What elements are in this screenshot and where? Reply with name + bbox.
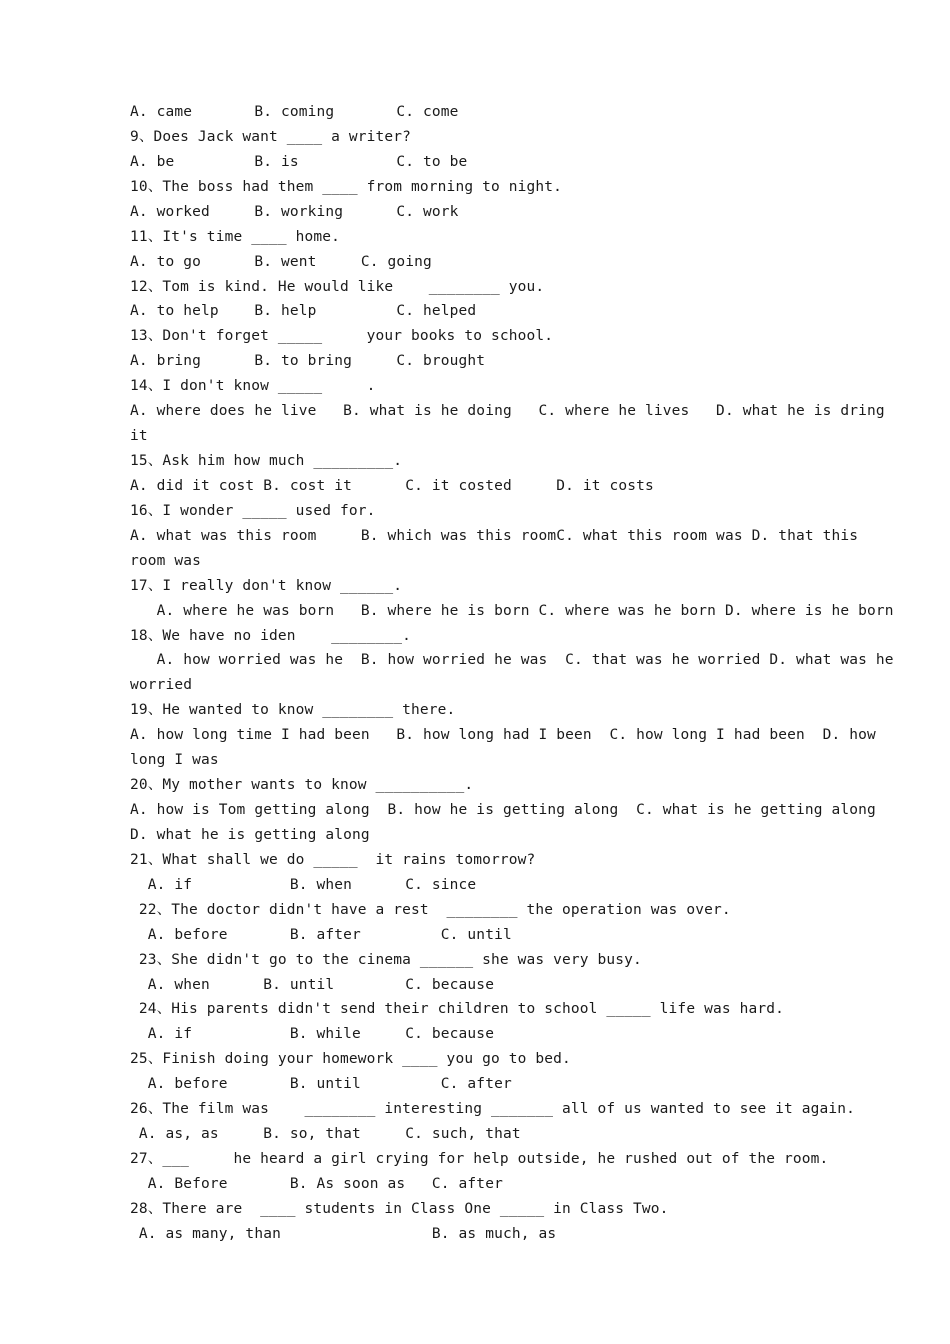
text-line: A. to help B. help C. helped xyxy=(130,303,477,320)
text-line: 15、Ask him how much _________. xyxy=(130,453,403,470)
text-line: 14、I don't know _____ . xyxy=(130,378,376,395)
text-line: D. what he is getting along xyxy=(130,826,370,843)
text-line: A. came B. coming C. come xyxy=(130,104,459,120)
text-line: long I was xyxy=(130,752,219,769)
text-line: room was xyxy=(130,552,202,569)
text-line: A. where he was born B. where he is born C. where was he born D. where is he born xyxy=(130,602,894,619)
text-line: 9、Does Jack want ____ a writer? xyxy=(130,128,412,145)
text-line: A. worked B. working C. work xyxy=(130,203,459,220)
text-line: A. as many, than B. as much, as xyxy=(130,1225,557,1242)
text-line: 24、His parents didn't send their children to school _____ life was hard. xyxy=(130,1001,784,1018)
text-line: 28、There are ____ students in Class One _____ in Class Two. xyxy=(130,1200,669,1217)
text-line: A. how long time I had been B. how long had I been C. how long I had been D. how xyxy=(130,727,876,744)
text-line: 22、The doctor didn't have a rest ________ the operation was over. xyxy=(130,901,731,918)
text-line: A. where does he live B. what is he doing C. where he lives D. what he is dring xyxy=(130,403,885,420)
text-line: 25、Finish doing your homework ____ you go to bed. xyxy=(130,1051,571,1068)
text-line: 18、We have no iden ________. xyxy=(130,627,412,644)
text-line: 23、She didn't go to the cinema ______ she was very busy. xyxy=(130,951,642,968)
text-line: A. as, as B. so, that C. such, that xyxy=(130,1126,521,1143)
text-line: A. Before B. As soon as C. after xyxy=(130,1175,503,1192)
text-line: it xyxy=(130,428,148,445)
text-line: 10、The boss had them ____ from morning to night. xyxy=(130,178,562,195)
text-line: A. did it cost B. cost it C. it costed D. it costs xyxy=(130,477,654,494)
text-line: A. how worried was he B. how worried he was C. that was he worried D. what was he xyxy=(130,652,894,669)
text-line: 16、I wonder _____ used for. xyxy=(130,502,376,519)
text-line: 11、It's time ____ home. xyxy=(130,228,341,245)
text-line: A. if B. while C. because xyxy=(130,1026,495,1043)
text-line: A. how is Tom getting along B. how he is getting along C. what is he getting along xyxy=(130,802,876,819)
text-line: 12、Tom is kind. He would like ________ you. xyxy=(130,278,545,295)
text-line: 19、He wanted to know ________ there. xyxy=(130,702,456,719)
text-line: 17、I really don't know ______. xyxy=(130,577,403,594)
text-line: A. bring B. to bring C. brought xyxy=(130,353,486,370)
text-line: 26、The film was ________ interesting _______ all of us wanted to see it again. xyxy=(130,1101,856,1118)
text-line: worried xyxy=(130,677,193,694)
text-line: A. be B. is C. to be xyxy=(130,153,468,170)
text-line: 21、What shall we do _____ it rains tomorrow? xyxy=(130,851,536,868)
text-line: A. if B. when C. since xyxy=(130,876,477,893)
text-line: A. what was this room B. which was this roomC. what this room was D. that this xyxy=(130,527,859,544)
text-line: 13、Don't forget _____ your books to school. xyxy=(130,328,554,345)
text-line: 20、My mother wants to know __________. xyxy=(130,777,474,794)
text-line: A. before B. until C. after xyxy=(130,1076,512,1093)
text-line: A. to go B. went C. going xyxy=(130,253,432,270)
text-line: A. when B. until C. because xyxy=(130,976,495,993)
text-line: A. before B. after C. until xyxy=(130,926,512,943)
text-line: 27、___ he heard a girl crying for help outside, he rushed out of the room. xyxy=(130,1151,829,1168)
